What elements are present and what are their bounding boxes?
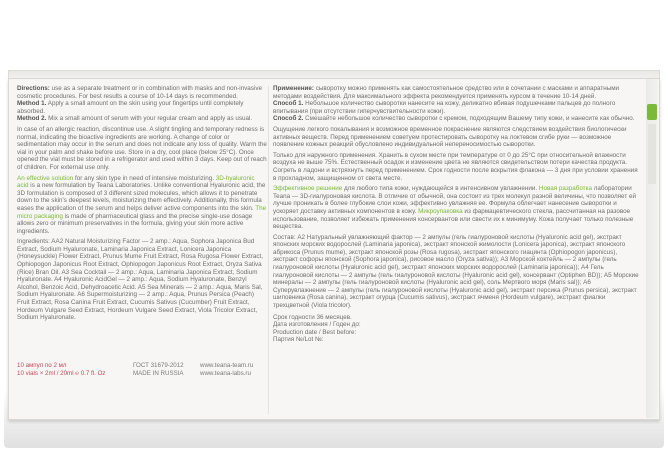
ru-solution-text	[273, 185, 641, 231]
quantity-en: 10 vials × 2ml / 20ml ℮ 0.7 fl. Oz	[17, 369, 106, 377]
warning-text: In case of an allergic reaction, discontinue use. A slight tingling and temporary redness is normal, indicating the bioactive ingredients are working. A change of color or sedimentation may occur in the serum and does not indicate any loss of quality. Warm the vial in your palm and shake before use. Store in a dry, cool place (below 25°C). Once opened the vial must be stored in a refrigerator and used within 3 days. Keep out of reach of children. For external use only.	[17, 125, 267, 171]
batch-number: Партия №/Lot №:	[273, 336, 324, 344]
way1-body: Небольшое количество сыворотки нанесите на кожу, деликатно вбивая подушечками пальцев до полного впитывания (при отсутствии гиперчувствительности кожи).	[273, 100, 616, 115]
method1-label: Method 1.	[17, 100, 47, 108]
solution-highlight-1: 3D-hyaluronic acid	[17, 174, 255, 190]
made-in-text: MADE IN RUSSIA	[133, 369, 184, 377]
quantity-ru: 10 ампул по 2 мл	[17, 362, 67, 369]
side-label-stripe	[648, 124, 656, 184]
way1-label: Способ 1.	[273, 100, 304, 108]
method1-body: Apply a small amount on the skin using your fingertips until completely absorbed.	[17, 100, 244, 115]
ingredients-text: Ingredients: AA2 Natural Moisturizing Factor — 2 amp.: Aqua, Sophora Japonica Bud Extract, Sodium Hyaluronate, Laminaria Japonica Extract, Lonicera Japonica (Honeysuckle) Flower Extract, Prunus Mume Fruit Extract, Rosa Rugosa Flower Extract, Ophiopogon Japonicus Root Extract, Ophiopogon Japonicus Root Extract, Oryza Sativa (Rice) Bran Oil. A3 Sea Cocktail — 2 amp.: Aqua, Laminaria Japonica Extract, Sodium Hyaluronate. A4 Hyaluronic AcidGel — 2 amp.: Aqua, Sodium Hyaluronate, Benzyl Alcohol, Benzoic Acid, Dehydroacetic Acid. A5 Sea Minerals — 2 amp.: Aqua, Maris Sal, Sodium Hyaluronate. A6 Supermoisturizing — 2 amp.: Aqua, Prunus Persica (Peach) Fruit Extract, Rosa Canina Fruit Extract, Cucumis Sativus (Cucumber) Fruit Extract, Hordeum Vulgare Seed Extract, Hordeum Vulgare Seed Extract, Viola Tricolor Extract, Sodium Hyaluronate.	[17, 238, 264, 322]
ru-solution-part-c: из фармацевтического стекла, рассчитанная на разовое использование, позволяет избежать применения консервантов или свести их к минимуму. Кожа получает только полезные вещества.	[273, 207, 634, 231]
method2-label: Method 2.	[17, 115, 47, 123]
production-date-ru: Дата изготовления / Годен до:	[273, 321, 361, 329]
website-1: www.teana-team.ru	[200, 362, 254, 369]
ru-storage-text: Только для наружного применения. Хранить в сухом месте при температуре от 0 до 25°С при относительной влажности воздуха не выше 75%. Естественный осадок и изменение цвета не являются свидетельством потери качества продукта. Согреть в ладони и встряхнуть перед применением. Срок годности после вскрытия флакона — 3 дня при условии хранения в прохладном, защищенном от света месте.	[273, 151, 638, 182]
gost-text: ГОСТ 31679-2012	[133, 362, 184, 369]
ru-solution-label: Эффективное решение	[273, 185, 343, 193]
production-date-en: Production date / Best before:	[273, 328, 357, 336]
solution-part-c: is made of pharmaceutical glass and the precise single-use dosage allows zero or minimum preservatives in the formula, giving your skin more active ingredients.	[17, 212, 253, 235]
way2-label: Способ 2.	[273, 115, 304, 123]
method2-body: Mix a small amount of serum with your regular cream and apply as usual.	[46, 115, 253, 123]
ru-warning-text: Ощущение легкого покалывания и возможное временное покраснение являются следствием воздействия биологически активных веществ. Перед применением советуем протестировать сыворотку на локтевом сгибе руки — возможное появление кожных реакций обусловлено индивидуальной непереносимостью сыворотки.	[273, 125, 627, 149]
directions-text	[17, 85, 267, 123]
solution-highlight-2: The micro packaging	[17, 204, 267, 220]
shelf-life: Срок годности 36 месяцев.	[273, 313, 352, 321]
directions-label: Directions:	[17, 85, 50, 92]
ru-dates-block	[273, 314, 641, 344]
ru-solution-part-a: для любого типа кожи, нуждающейся в интенсивном увлажнении.	[342, 185, 539, 193]
website-2: www.teana-labs.ru	[200, 369, 251, 377]
russian-column	[273, 85, 641, 347]
side-logo-icon	[647, 104, 657, 120]
solution-label: An effective solution	[17, 174, 74, 182]
english-column	[17, 85, 267, 325]
use-text	[273, 85, 641, 123]
solution-text	[17, 175, 267, 236]
ru-solution-highlight-2: Микроупаковка	[418, 207, 463, 215]
use-body: сыворотку можно применять как самостоятельное средство или в сочетании с масками и аппаратными методами воздействия. Для максимального эффекта рекомендуется применять курсом в течение 10-14 дней.	[273, 85, 620, 100]
ru-composition-text: Состав: А2 Натуральный увлажняющий фактор — 2 ампулы (гель гиалуроновой кислоты (Hyaluronic acid gel), экстракт японских морских водорослей (Laminaria japonica), экстракт японской жимолости (Lonicera japonica), экстракт японского абрикоса (Prunus mume), экстракт японской розы (Rosa rugosa), экстракт японского гиацинта (Ophiopogon japonicus), экстракт софоры японской (Sophora japonica), рисовое масло (Oryza sativa)); А3 Морской коктейль — 2 ампулы (гель гиалуроновой кислоты (Hyaluronic acid gel), экстракт японских морских водорослей (Laminaria japonica)); А4 Гель гиалуроновой кислоты — 2 ампулы (гель гиалуроновой кислоты (Hyaluronic acid gel), консервант (Optiphen BD)); А5 Морские минералы — 2 ампулы (гель гиалуроновой кислоты (Hyaluronic acid gel), соль Мертвого моря (Maris sal)); А6 Суперувлажнение — 2 ампулы (гель гиалуроновой кислоты (Hyaluronic acid gel), экстракт персика (Prunus persica), экстракт шиповника (Rosa canina), экстракт огурца (Cucumis sativus), экстракт ячменя (Hordeum vulgare), экстракт фиалки трехцветной (Viola tricolor).	[273, 233, 639, 310]
directions-body: use as a separate treatment or in combination with masks and non-invasive cosmetic procedures. For best results a course of 10-14 days is recommended.	[17, 85, 262, 100]
solution-part-b: is a new formulation by Teana Laboratories. Unlike conventional Hyaluronic acid, the 3D formulation is composed of 3 different sized molecules, which allows it to penetrate down to the skin's deepest levels, moisturizing them effectively. Additionally, this formula eases the application of the serum and helps deliver active components into the skin.	[17, 182, 266, 212]
ru-solution-highlight-1: Новая разработка	[538, 185, 592, 193]
way2-body: Смешайте небольшое количество сыворотки с кремом, подходящим Вашему типу кожи, и нанесите как обычно.	[303, 115, 635, 123]
use-label: Применение:	[273, 85, 314, 92]
origin-block	[133, 362, 198, 377]
quantity-block	[17, 362, 117, 377]
website-block	[200, 362, 270, 377]
solution-part-a: for any skin type in need of intensive moisturizing.	[73, 174, 216, 182]
ru-solution-part-b: лаборатории Teana — 3D-гиалуроновая кислота. В отличие от обычной, она состоит из трех молекул разной величины, что позволяет ей лучше проникать в более глубокие слои кожи, эффективно увлажняя ее. Формула облегчает нанесение сыворотки и ускоряет доставку активных компонентов в кожу.	[273, 185, 637, 215]
